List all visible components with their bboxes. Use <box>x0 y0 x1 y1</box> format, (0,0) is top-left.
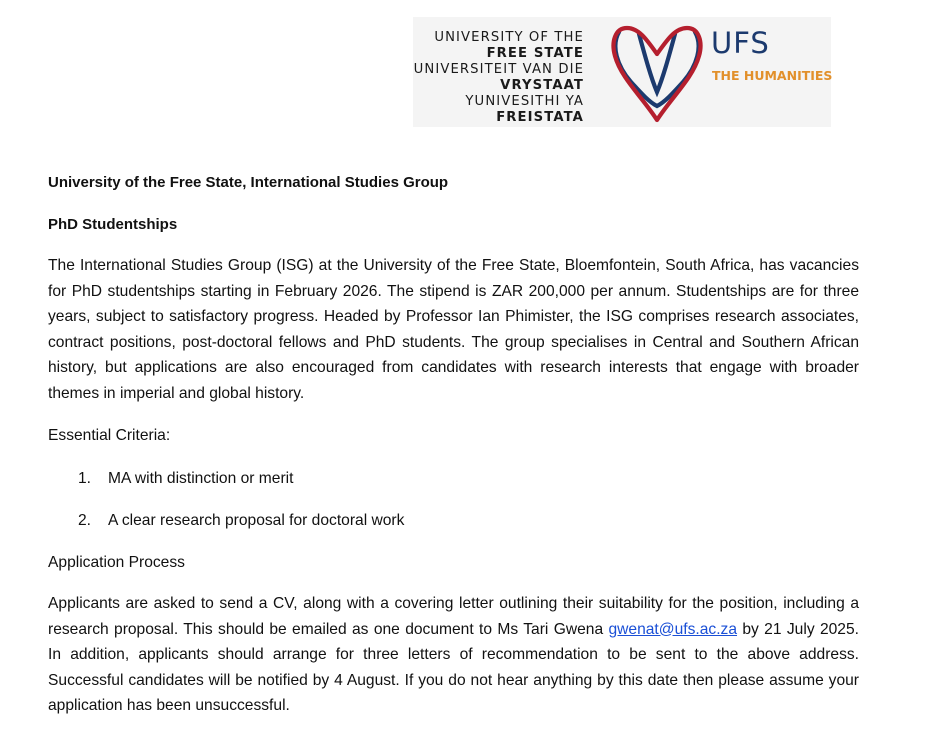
criteria-text: MA with distinction or merit <box>108 469 294 487</box>
process-text-after-email: by 21 July 2025. In addition, applicants should arrange for three letters of recommendation to be sent to the above address. Successful candidates will be notified by 4 August. If you do not hear anything by this date then please assume your application has been unsuccessful. <box>48 620 859 714</box>
criteria-number: 1. <box>78 469 92 487</box>
criteria-item <box>48 466 859 491</box>
criteria-item <box>48 508 859 533</box>
ufs-wordmark: UFS <box>711 26 770 60</box>
document-heading: University of the Free State, International Studies Group <box>48 174 449 191</box>
institution-line-2: FREE STATE <box>486 46 584 61</box>
process-label: Application Process <box>48 553 185 571</box>
institution-line-1: UNIVERSITY OF THE <box>434 30 584 45</box>
institution-line-4: VRYSTAAT <box>500 78 584 93</box>
faculty-name: THE HUMANITIES <box>712 68 833 83</box>
criteria-number: 2. <box>78 511 92 529</box>
document-body <box>48 170 859 719</box>
ufs-emblem-icon <box>609 20 705 126</box>
contact-email-link[interactable]: gwenat@ufs.ac.za <box>608 620 738 638</box>
header-logo-block <box>413 17 831 127</box>
process-text-before-email: Applicants are asked to send a CV, along with a covering letter outlining their suitability for the position, including a research proposal. This should be emailed as one document to Ms Tari Gwena <box>48 595 859 638</box>
document-subheading: PhD Studentships <box>48 216 178 233</box>
institution-line-6: FREISTATA <box>496 110 584 125</box>
institution-name <box>414 30 584 126</box>
institution-line-3: UNIVERSITEIT VAN DIE <box>413 62 584 77</box>
intro-paragraph: The International Studies Group (ISG) at the University of the Free State, Bloemfontein, South Africa, has vacancies for PhD studentships starting in February 2026. The stipend is ZAR 200,000 per annum. Studentships are for three years, subject to satisfactory progress. Headed by Professor Ian Phimister, the ISG comprises research associates, contract positions, post-doctoral fellows and PhD students. The group specialises in Central and Southern African history, but applications are also encouraged from candidates with research interests that engage with broader themes in imperial and global history. <box>48 257 859 402</box>
criteria-label: Essential Criteria: <box>48 427 171 444</box>
process-paragraph <box>48 591 859 719</box>
criteria-list <box>48 466 859 533</box>
criteria-text: A clear research proposal for doctoral work <box>108 511 405 529</box>
institution-line-5: YUNIVESITHI YA <box>465 94 584 109</box>
